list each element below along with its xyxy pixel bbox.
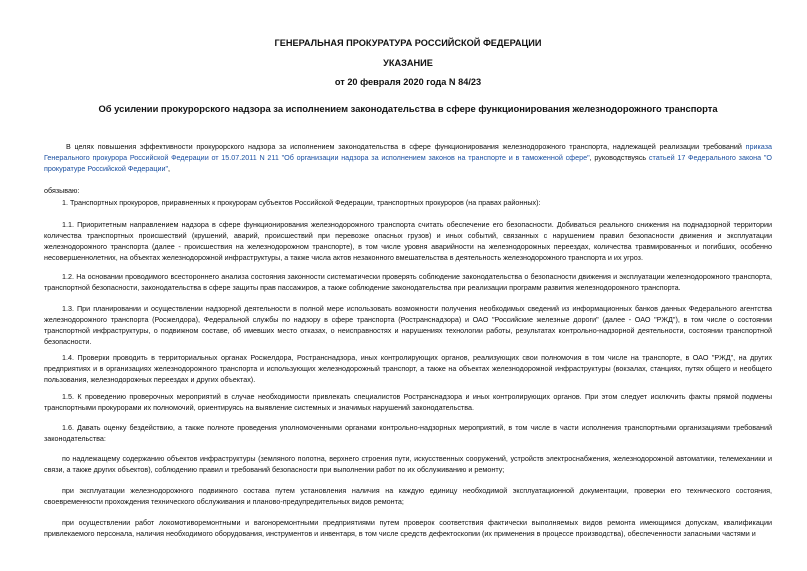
- paragraph-1-1: 1.1. Приоритетным направлением надзора в сфере функционирования железнодорожного транспорта считать обеспечение его безопасности. Добиваться реального снижения на поднадзорной территории количества транспортных происшествий (крушений, аварий, происшествий при перевозке опасных грузов) и иных событий, связанных с нарушением правил безопасности движения и эксплуатации железнодорожного транспорта (далее - происшествия на железнодорожном транспорте), в том числе уровня аварийности на железнодорожных переездах, количества травмированных и погибших, особенно несовершеннолетних, на объектах железнодорожной инфраструктуры, а также числа актов незаконного вмешательства в деятельность железнодорожного транспорта и их угроз.: [44, 220, 772, 262]
- issuer-heading: ГЕНЕРАЛЬНАЯ ПРОКУРАТУРА РОССИЙСКОЙ ФЕДЕРАЦИИ: [274, 38, 542, 48]
- document-date-number: от 20 февраля 2020 года N 84/23: [334, 77, 482, 87]
- paragraph-1-3: 1.3. При планировании и осуществлении надзорной деятельности в полной мере использовать возможности получения необходимых сведений из информационных банков данных Федерального агентства железнодорожного транспорта (Росжелдора), Федеральной службы по надзору в сфере транспорта (Ространснадзора) и ОАО "Российские железные дороги" (далее - ОАО "РЖД"), в том числе о состоянии транспортной инфраструктуры, о подвижном составе, об имевших место отказах, о неисправностях и нарушениях технологии работы, результатах контрольно-надзорной деятельности, состоянии транспортной безопасности.: [44, 304, 772, 346]
- order-link[interactable]: приказа Генерального прокурора Российской Федерации от 15.07.2011 N 211 "Об организации надзора за исполнением законов на транспорте и в таможенной сфере": [44, 142, 772, 162]
- paragraph-1-5: 1.5. К проведению проверочных мероприятий в случае необходимости привлекать специалистов Ространснадзора и иных контролирующих органов. При этом следует исключить факты прямой подмены транспортными прокурорами их полномочий, ориентируясь на выявление системных и значимых нарушений законодательства.: [44, 392, 772, 412]
- intro-text-2: , руководствуясь: [589, 153, 649, 162]
- document-title: Об усилении прокурорского надзора за исполнением законодательства в сфере функционирования железнодорожного транспорта: [98, 103, 718, 114]
- paragraph-1-2: 1.2. На основании проводимого всестороннего анализа состояния законности систематически проверять соблюдение законодательства о безопасности движения и эксплуатации железнодорожного транспорта, транспортной безопасности, законодательства в сфере защиты прав пассажиров, а также соблюдение законодательства при реализации программ развития железнодорожного транспорта.: [44, 272, 772, 292]
- law-article-link[interactable]: статьей 17 Федерального закона "О прокуратуре Российской Федерации": [44, 153, 773, 173]
- intro-text-3: ,: [168, 164, 171, 173]
- paragraph-1-6: 1.6. Давать оценку бездействию, а также полноте проведения уполномоченными органами контрольно-надзорных мероприятий, в том числе в части исполнения транспортными организациями требований законодательства:: [44, 423, 772, 443]
- intro-paragraph: [44, 141, 772, 174]
- obligate-line: обязываю:: [44, 186, 80, 195]
- paragraph-1-4: 1.4. Проверки проводить в территориальных органах Росжелдора, Ространснадзора, иных контролирующих органов, реализующих свои полномочия в том числе на транспорте, в ОАО "РЖД", на других предприятиях и в организациях железнодорожного транспорта и использующих железнодорожный транспорт, а также на объектах железнодорожной инфраструктуры (вокзалах, станциях, путях общего и необщего пользования, железнодорожных переездах и других объектах).: [44, 353, 772, 384]
- document-type: УКАЗАНИЕ: [383, 58, 433, 68]
- intro-text-1: В целях повышения эффективности прокурорского надзора за исполнением законодательства в сфере функционирования железнодорожного транспорта, надлежащей реализации требований: [66, 142, 746, 151]
- paragraph-1: 1. Транспортных прокуроров, приравненных к прокурорам субъектов Российской Федерации, транспортных прокуроров (на правах районных):: [62, 198, 541, 207]
- list-item: при эксплуатации железнодорожного подвижного состава путем установления наличия на каждую единицу необходимой эксплуатационной документации, проверки его технического состояния, своевременности прохождения технического обслуживания и планово-предупредительных видов ремонта;: [44, 486, 772, 506]
- list-item: по надлежащему содержанию объектов инфраструктуры (земляного полотна, верхнего строения пути, искусственных сооружений, устройств электроснабжения, железнодорожной автоматики, телемеханики и связи, а также других объектов), соблюдению правил и требований безопасности при выполнении работ по их обслуживанию и ремонту;: [44, 454, 772, 474]
- list-item: при осуществлении работ локомотиворемонтными и вагоноремонтными предприятиями путем проверок соответствия фактически выполняемых видов ремонта имеющимся допускам, квалификации привлекаемого персонала, наличия необходимого оборудования, инструментов и инвентаря, в том числе средств дефектоскопии (их применения в процессе производства), обеспеченности запасными частями и: [44, 518, 772, 538]
